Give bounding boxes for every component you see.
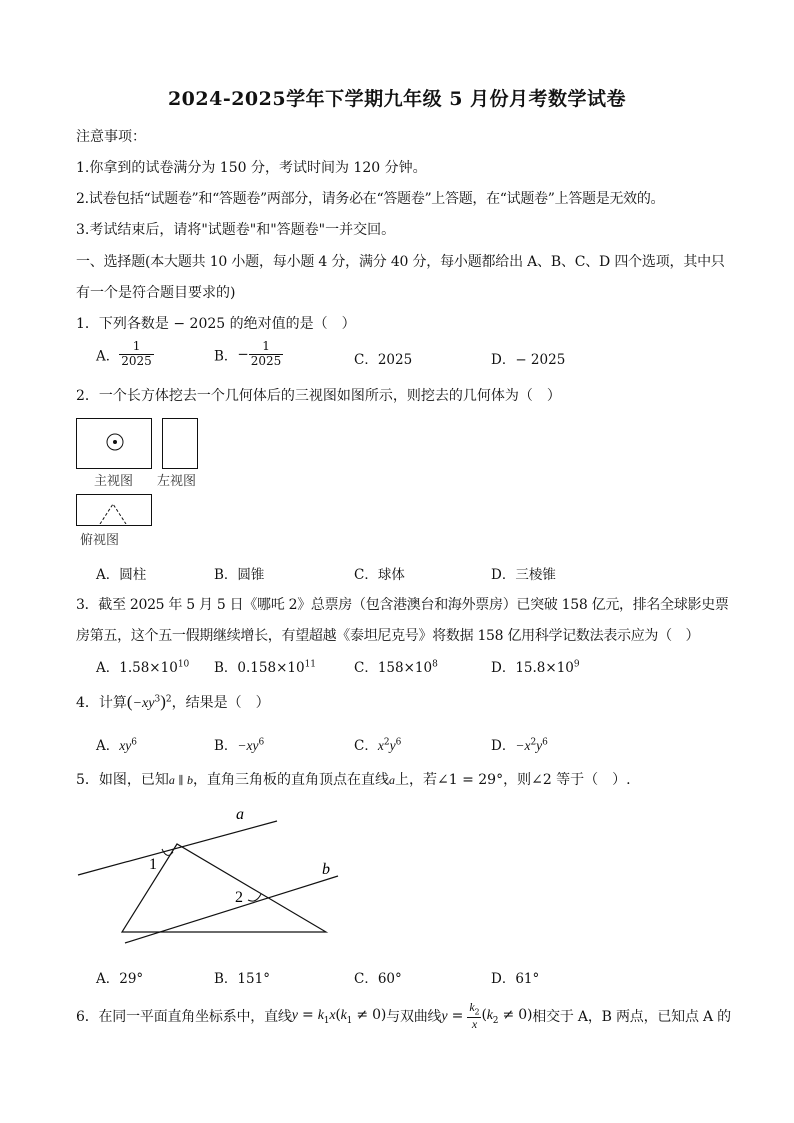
q4-option-d: D．$-x^2y^6$	[491, 737, 548, 754]
q2-option-c: C．球体	[354, 567, 405, 583]
notice-item-1: 1.你拿到的试卷满分为 150 分，考试时间为 120 分钟。	[76, 160, 427, 176]
notice-heading: 注意事项：	[76, 129, 146, 145]
label-a: a	[236, 806, 244, 823]
q1-option-a: A． $\frac{1}{2025}$	[96, 339, 152, 368]
q1-option-c: C．2025	[354, 352, 413, 368]
label-1: 1	[149, 856, 157, 873]
q6-stem: 6．在同一平面直角坐标系中，直线$y = k_1x(k_1 \ne 0)$与双曲线y = $\frac{k_2}{x}$ $(k_2 \ne 0)$相交于 A，B 两点，已知点 A 的	[76, 1000, 731, 1031]
q1-option-d: D．− 2025	[491, 352, 566, 368]
angle-2-arc	[248, 894, 261, 901]
dashed-triangle-icon	[98, 502, 128, 524]
front-view-caption: 主视图	[94, 474, 134, 489]
q3-line1: 3．截至 2025 年 5 月 5 日《哪吒 2》总票房（包含港澳台和海外票房）已突破 158 亿元，排名全球影史票	[76, 597, 729, 613]
q4-option-b: B．$-xy^6$	[214, 737, 265, 754]
parallel-lines-triangle-figure	[70, 800, 360, 945]
q4-option-a: A．$xy^6$	[96, 737, 137, 754]
top-view-caption: 俯视图	[80, 533, 120, 548]
notice-item-2: 2.试卷包括“试题卷”和“答题卷”两部分，请务必在“答题卷”上答题，在“试题卷”上答题是无效的。	[76, 191, 665, 207]
notice-item-3: 3.考试结束后，请将"试题卷"和"答题卷"一并交回。	[76, 222, 396, 238]
circle-dot-icon	[104, 431, 126, 453]
q2-option-b: B．圆锥	[214, 567, 265, 583]
q5-option-a: A．29°	[96, 971, 144, 987]
section-heading-line1: 一、选择题(本大题共 10 小题，每小题 4 分，满分 40 分，每小题都给出 A、B、C、D 四个选项，其中只	[76, 254, 725, 270]
page-title: 2024-2025学年下学期九年级 5 月份月考数学试卷	[167, 88, 627, 110]
q1-stem: 1．下列各数是 − 2025 的绝对值的是（ ）	[76, 316, 356, 332]
q3-option-d: D．$15.8\times 10^9$	[491, 659, 580, 676]
q1-option-b: B．− $\frac{1}{2025}$	[214, 339, 282, 368]
left-view-box	[162, 418, 198, 469]
left-view-caption: 左视图	[157, 474, 197, 489]
label-2: 2	[235, 889, 243, 906]
q5-stem: 5．如图，已知a ∥ b，直角三角板的直角顶点在直线a上，若∠1 = 29°，则∠2 等于（ ）.	[76, 772, 631, 788]
q2-option-d: D．三棱锥	[491, 567, 556, 583]
line-b	[125, 876, 338, 943]
q3-line2: 房第五，这个五一假期继续增长，有望超越《泰坦尼克号》将数据 158 亿用科学记数法表示应为（ ）	[76, 628, 700, 644]
line-a	[78, 821, 277, 875]
q2-stem: 2．一个长方体挖去一个几何体后的三视图如图所示，则挖去的几何体为（ ）	[76, 388, 561, 404]
q5-option-c: C．60°	[354, 971, 402, 987]
q5-option-b: B．151°	[214, 971, 270, 987]
q4-option-c: C．$x^2y^6$	[354, 737, 402, 754]
q3-option-a: A．$1.58\times 10^{10}$	[96, 659, 190, 676]
section-heading-line2: 有一个是符合题目要求的)	[76, 285, 236, 301]
q3-option-b: B．$0.158\times 10^{11}$	[214, 659, 317, 676]
q3-option-c: C．$158\times 10^8$	[354, 659, 438, 676]
label-b: b	[322, 861, 330, 878]
q2-option-a: A．圆柱	[96, 567, 147, 583]
q5-option-d: D．61°	[491, 971, 540, 987]
q4-stem: 4．计算$(-xy^3)^2$，结果是（ ）	[76, 692, 270, 711]
